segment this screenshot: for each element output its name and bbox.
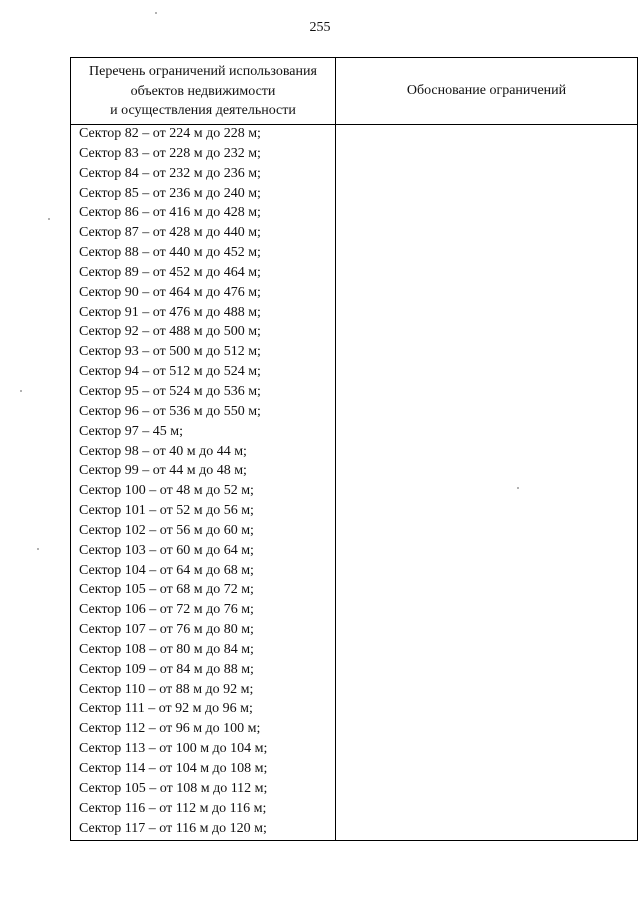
table-row: Сектор 113 – от 100 м до 104 м;: [79, 741, 268, 757]
table-row: Сектор 97 – 45 м;: [79, 423, 184, 439]
table-row: Сектор 82 – от 224 м до 228 м;: [79, 126, 261, 141]
header-line: и осуществления деятельности: [110, 103, 296, 118]
scan-speck: [37, 548, 39, 550]
table-row: Сектор 117 – от 116 м до 120 м;: [79, 820, 267, 836]
table-row: Сектор 105 – от 68 м до 72 м;: [79, 582, 254, 598]
table-header: [71, 58, 637, 125]
table-row: Сектор 114 – от 104 м до 108 м;: [79, 761, 268, 776]
header-line: объектов недвижимости: [130, 83, 276, 99]
scan-speck: [20, 390, 22, 392]
table-row: Сектор 84 – от 232 м до 236 м;: [79, 165, 261, 181]
table-row: Сектор 98 – от 40 м до 44 м;: [79, 443, 247, 459]
table-row: Сектор 96 – от 536 м до 550 м;: [79, 403, 261, 419]
table-row: Сектор 95 – от 524 м до 536 м;: [79, 383, 261, 399]
table-row: Сектор 90 – от 464 м до 476 м;: [79, 284, 261, 300]
table-row: Сектор 105 – от 108 м до 112 м;: [79, 780, 268, 796]
table-row: Сектор 106 – от 72 м до 76 м;: [79, 602, 254, 618]
scan-speck: [155, 12, 157, 14]
table-row: Сектор 88 – от 440 м до 452 м;: [79, 245, 261, 261]
scan-speck: [48, 218, 50, 220]
header-restrictions-list: [71, 62, 335, 121]
column-divider: [335, 58, 336, 840]
table-body: [71, 124, 335, 838]
table-row: Сектор 109 – от 84 м до 88 м;: [79, 661, 254, 677]
table-row: Сектор 116 – от 112 м до 116 м;: [79, 800, 267, 816]
table-row: Сектор 94 – от 512 м до 524 м;: [79, 364, 261, 380]
table-row: Сектор 108 – от 80 м до 84 м;: [79, 641, 254, 657]
table-row: Сектор 110 – от 88 м до 92 м;: [79, 681, 254, 697]
table-row: Сектор 99 – от 44 м до 48 м;: [79, 463, 247, 479]
table-row: Сектор 112 – от 96 м до 100 м;: [79, 721, 261, 737]
table-row: Сектор 104 – от 64 м до 68 м;: [79, 562, 254, 578]
header-justification: Обоснование ограничений: [406, 83, 567, 98]
table-row: Сектор 107 – от 76 м до 80 м;: [79, 622, 254, 638]
table-row: Сектор 86 – от 416 м до 428 м;: [79, 205, 261, 221]
table-row: Сектор 92 – от 488 м до 500 м;: [79, 324, 261, 340]
table-row: Сектор 91 – от 476 м до 488 м;: [79, 304, 261, 320]
table-row: Сектор 111 – от 92 м до 96 м;: [79, 701, 253, 717]
page-number: 255: [309, 20, 331, 35]
table-row: Сектор 93 – от 500 м до 512 м;: [79, 344, 261, 360]
table-row: Сектор 100 – от 48 м до 52 м;: [79, 483, 254, 499]
table-row: Сектор 83 – от 228 м до 232 м;: [79, 145, 261, 161]
table-row: Сектор 101 – от 52 м до 56 м;: [79, 503, 254, 519]
table-row: Сектор 102 – от 56 м до 60 м;: [79, 522, 254, 538]
restrictions-table: [70, 57, 638, 841]
table-row: Сектор 87 – от 428 м до 440 м;: [79, 225, 261, 241]
table-row: Сектор 85 – от 236 м до 240 м;: [79, 185, 261, 201]
table-row: Сектор 89 – от 452 м до 464 м;: [79, 264, 261, 280]
scan-speck: [517, 487, 519, 489]
table-row: Сектор 103 – от 60 м до 64 м;: [79, 542, 254, 558]
header-line: Перечень ограничений использования: [89, 64, 317, 79]
